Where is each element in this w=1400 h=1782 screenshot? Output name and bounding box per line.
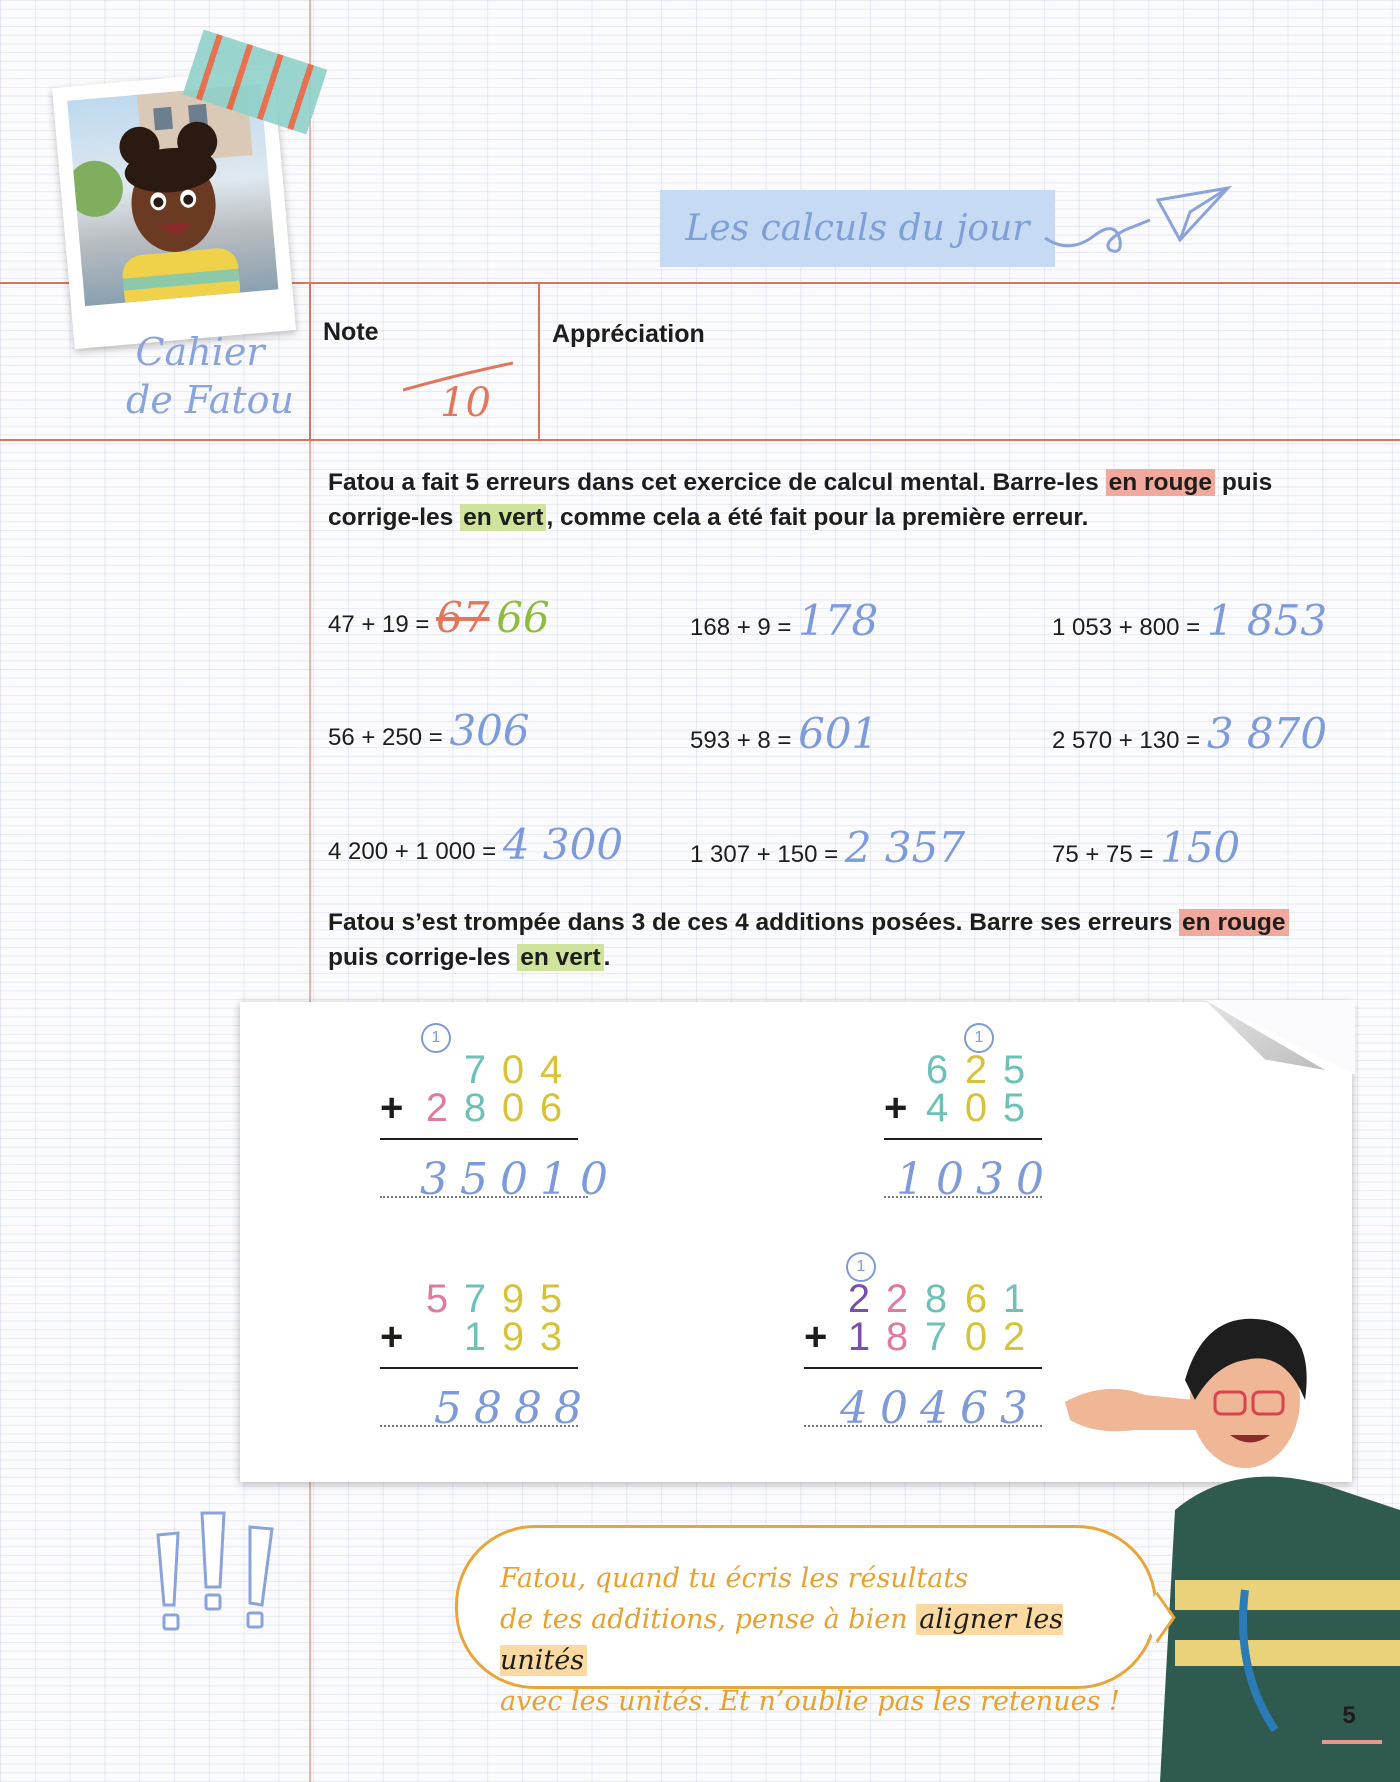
digit: 2: [1002, 1315, 1026, 1359]
digit: 5: [539, 1277, 563, 1321]
equation-expr: 1 307 + 150 =: [690, 841, 839, 868]
equation-9: [1052, 823, 1240, 872]
page-title: Les calculs du jour: [685, 208, 1030, 249]
equation-answer: 178: [798, 596, 879, 645]
equation-expr: 56 + 250 =: [328, 724, 443, 751]
exercise1-instruction: [328, 465, 1338, 535]
sum-rule: [884, 1138, 1042, 1140]
equation-expr: 47 + 19 =: [328, 611, 430, 638]
digit: 0: [964, 1315, 988, 1359]
equation-answer: 4 300: [502, 820, 624, 869]
ex2-text-2: puis corrige-les: [328, 944, 518, 971]
equation-expr: 75 + 75 =: [1052, 841, 1154, 868]
equation-1: [328, 593, 550, 642]
equation-answer: 601: [798, 709, 879, 758]
equation-answer: 150: [1160, 823, 1241, 872]
digit: 8: [885, 1315, 909, 1359]
equation-expr: 593 + 8 =: [690, 727, 792, 754]
digit: 7: [463, 1277, 487, 1321]
digit: 0: [501, 1048, 525, 1092]
digit: 5: [425, 1277, 449, 1321]
cahier-line2: de Fatou: [126, 378, 294, 422]
result-dotted-line: [884, 1196, 1042, 1198]
digit: 1: [463, 1315, 487, 1359]
bubble-line-2-text: de tes additions, pense à bien: [500, 1604, 917, 1635]
digit: 8: [463, 1086, 487, 1130]
equation-8: [690, 823, 965, 872]
ex1-red-highlight: en rouge: [1106, 469, 1215, 496]
equation-answer: 1 853: [1206, 596, 1328, 645]
digit: 1: [1002, 1277, 1026, 1321]
digit: 5: [1002, 1086, 1026, 1130]
speech-bubble-text: [500, 1558, 1140, 1722]
fatou-portrait-image: [67, 84, 278, 306]
digit: 2: [425, 1086, 449, 1130]
equation-3: [1052, 596, 1327, 645]
equation-4: [328, 706, 530, 755]
notebook-margin-line: [309, 0, 311, 1782]
digit: 4: [925, 1086, 949, 1130]
ex2-green-highlight: en vert: [517, 944, 603, 971]
digit: 6: [964, 1277, 988, 1321]
crossed-answer: 67: [436, 593, 490, 642]
digit: 9: [501, 1277, 525, 1321]
note-label: Note: [323, 318, 379, 346]
paper-plane-icon: [1040, 180, 1240, 270]
digit: 6: [925, 1048, 949, 1092]
ex2-red-highlight: en rouge: [1179, 909, 1288, 936]
plus-sign: +: [380, 1086, 404, 1130]
addition-result: 1030: [896, 1154, 1056, 1205]
digit: 5: [1002, 1048, 1026, 1092]
appreciation-label: Appréciation: [552, 320, 705, 348]
bubble-highlight: aligner les unités: [500, 1604, 1064, 1676]
digit: 8: [924, 1277, 948, 1321]
plus-sign: +: [380, 1315, 404, 1359]
header-divider-2: [538, 282, 540, 441]
result-dotted-line: [380, 1425, 578, 1427]
exclamation-icon: [150, 1505, 290, 1655]
carry-mark: 1: [846, 1252, 876, 1282]
ex1-text-3: , comme cela a été fait pour la première erreur.: [546, 504, 1089, 531]
equation-expr: 1 053 + 800 =: [1052, 614, 1201, 641]
equation-expr: 168 + 9 =: [690, 614, 792, 641]
addition-result: 35010: [420, 1154, 620, 1205]
digit: 0: [501, 1086, 525, 1130]
sum-rule: [380, 1138, 578, 1140]
addition-result: 40463: [840, 1383, 1040, 1434]
equation-expr: 2 570 + 130 =: [1052, 727, 1201, 754]
digit: 2: [885, 1277, 909, 1321]
equation-answer: 2 357: [844, 823, 966, 872]
page-number: 5: [1342, 1702, 1356, 1729]
equation-answer: 3 870: [1206, 709, 1328, 758]
ex2-text-3: .: [603, 944, 611, 971]
equation-5: [690, 709, 878, 758]
bubble-line-3: avec les unités. Et n’oublie pas les retenues !: [500, 1686, 1120, 1717]
ex1-green-highlight: en vert: [460, 504, 546, 531]
ex1-text-2: puis corrige-les: [328, 469, 1273, 531]
equation-expr: 4 200 + 1 000 =: [328, 838, 497, 865]
correction-answer: 66: [496, 593, 550, 642]
cahier-line1: Cahier: [135, 330, 265, 374]
digit: 3: [539, 1315, 563, 1359]
digit: 1: [847, 1315, 871, 1359]
digit: 9: [501, 1315, 525, 1359]
bubble-line-2: [500, 1599, 1140, 1681]
equation-7: [328, 820, 623, 869]
bubble-line-1: Fatou, quand tu écris les résultats: [500, 1563, 969, 1594]
result-dotted-line: [804, 1425, 1042, 1427]
digit: 7: [463, 1048, 487, 1092]
exercise2-instruction: [328, 905, 1338, 975]
equation-answer: 306: [449, 706, 530, 755]
note-value: 10: [440, 380, 491, 426]
page-number-underline: [1322, 1740, 1382, 1744]
carry-mark: 1: [964, 1023, 994, 1053]
sum-rule: [804, 1367, 1042, 1369]
carry-mark: 1: [421, 1023, 451, 1053]
sum-rule: [380, 1367, 578, 1369]
plus-sign: +: [884, 1086, 908, 1130]
digit: 4: [539, 1048, 563, 1092]
ex1-text-1: Fatou a fait 5 erreurs dans cet exercice de calcul mental. Barre-les: [328, 469, 1106, 496]
digit: 7: [924, 1315, 948, 1359]
digit: 6: [539, 1086, 563, 1130]
digit: 2: [847, 1277, 871, 1321]
addition-result: 5888: [434, 1383, 594, 1434]
digit: 0: [964, 1086, 988, 1130]
ex2-text-1: Fatou s’est trompée dans 3 de ces 4 additions posées. Barre ses erreurs: [328, 909, 1180, 936]
result-dotted-line: [380, 1196, 588, 1198]
digit: 2: [964, 1048, 988, 1092]
header-bottom-rule: [0, 439, 1400, 441]
equation-6: [1052, 709, 1327, 758]
card-fold-cut: [1205, 1000, 1355, 1075]
plus-sign: +: [804, 1315, 828, 1359]
equation-2: [690, 596, 878, 645]
